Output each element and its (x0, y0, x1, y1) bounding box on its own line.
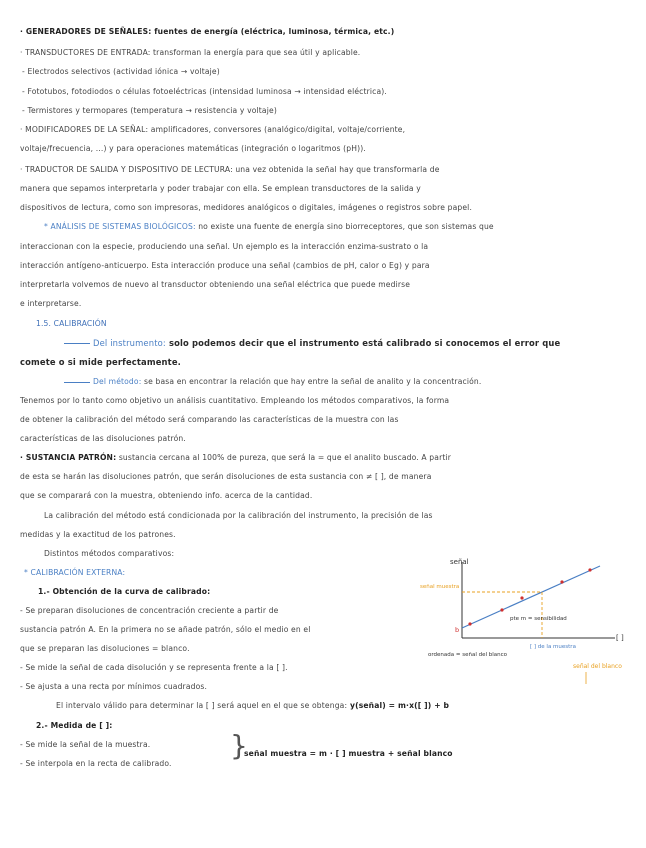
line-traductor: · TRADUCTOR DE SALIDA Y DISPOSITIVO DE LECTURA: una vez obtenida la señal hay que transformarla de (20, 165, 440, 174)
data-point (588, 568, 591, 571)
line-voltaje: voltaje/frecuencia, ...) y para operaciones matemáticas (integración o logaritmos (pH)). (20, 144, 366, 153)
line-instrumento: solo podemos decir que el instrumento está calibrado si conocemos el error que (165, 338, 561, 348)
data-point (500, 608, 503, 611)
data-point (468, 622, 471, 625)
line-distintos: Distintos métodos comparativos: (44, 549, 175, 558)
line-termistores: - Termistores y termopares (temperatura → resistencia y voltaje) (22, 106, 277, 115)
signal-sample-label: señal muestra (420, 584, 460, 590)
line-manera: manera que sepamos interpretarla y poder trabajar con ella. Se emplean transductores de la salida y (20, 184, 421, 193)
y-axis-label: señal (450, 558, 469, 566)
section-calibracion: 1.5. CALIBRACIÓN (36, 319, 107, 328)
line-preparan: - Se preparan disoluciones de concentración creciente a partir de (20, 606, 279, 615)
line-sustancia: sustancia cercana al 100% de pureza, que será la = que el analito buscado. A partir (116, 453, 452, 462)
line-ajusta: - Se ajusta a una recta por mínimos cuadrados. (20, 682, 208, 691)
equation-muestra: señal muestra = m · [ ] muestra + señal blanco (244, 749, 453, 758)
line-mide-senal: - Se mide la señal de la muestra. (20, 740, 151, 749)
sample-conc-label: [ ] de la muestra (530, 644, 576, 650)
heading-sistemas-biologicos: * ANÁLISIS DE SISTEMAS BIOLÓGICOS: (44, 222, 196, 231)
calibration-graph (410, 548, 640, 688)
slope-label: pte m = sensibilidad (510, 616, 567, 622)
line-interpola: - Se interpola en la recta de calibrado. (20, 759, 172, 768)
subheading-instrumento: Del instrumento: (93, 338, 166, 348)
line-de-esta: de esta se harán las disoluciones patrón, que serán disoluciones de esta sustancia con ≠ [ ], de manera (20, 472, 432, 481)
b-label: b (455, 626, 460, 634)
line-transductores: · TRANSDUCTORES DE ENTRADA: transforman la energía para que sea útil y aplicable. (20, 48, 361, 57)
line-comete: comete o si mide perfectamente. (20, 357, 181, 367)
line-sustancia-patron-a: sustancia patrón A. En la primera no se añade patrón, sólo el medio en el (20, 625, 311, 634)
line-dispositivos: dispositivos de lectura, como son impresoras, medidores analógicos o digitales, imágenes o registros sobre papel. (20, 203, 473, 212)
line-intervalo: El intervalo válido para determinar la [ ] será aquel en el que se obtenga: (56, 701, 348, 710)
line-medidas: medidas y la exactitud de los patrones. (20, 530, 176, 539)
x-axis-label: [ ] (616, 634, 624, 642)
line-biologicos: no existe una fuente de energía sino biorreceptores, que son sistemas que (195, 222, 494, 231)
brace: } (230, 729, 248, 762)
line-fototubos: - Fototubos, fotodiodos o células fotoeléctricas (intensidad luminosa → intensidad eléctrica). (22, 87, 387, 96)
line-blanco: que se preparan las disoluciones = blanco. (20, 644, 190, 653)
heading-calibracion-externa: * CALIBRACIÓN EXTERNA: (24, 568, 126, 577)
line-interaccionan: interaccionan con la especie, produciendo una señal. Un ejemplo es la interacción enzima-sustrato o la (20, 242, 429, 251)
arrow-line (64, 382, 90, 383)
line-obtener: de obtener la calibración del método será comparando las características de la muestra con las (20, 415, 399, 424)
line-antigeno: interacción antígeno-anticuerpo. Esta interacción produce una señal (cambios de pH, calor o Eg) y para (20, 261, 430, 270)
line-interpretarse: e interpretarse. (20, 299, 82, 308)
line-comparara: que se comparará con la muestra, obteniendo info. acerca de la cantidad. (20, 491, 313, 500)
line-mide: - Se mide la señal de cada disolución y se representa frente a la [ ]. (20, 663, 288, 672)
line-metodo: se basa en encontrar la relación que hay entre la señal de analito y la concentración. (141, 377, 482, 386)
subheading-metodo: Del método: (93, 377, 142, 386)
heading-medida: 2.- Medida de [ ]: (36, 721, 113, 730)
line-electrodos: - Electrodos selectivos (actividad iónica → voltaje) (22, 67, 220, 76)
line-calibracion-metodo: La calibración del método está condicionada por la calibración del instrumento, la precisión de las (44, 511, 433, 520)
arrow-line (64, 343, 90, 344)
line-generadores: · GENERADORES DE SEÑALES: fuentes de energía (eléctrica, luminosa, térmica, etc.) (20, 27, 395, 36)
equation-recta: y(señal) = m·x([ ]) + b (347, 701, 450, 710)
line-modificadores: · MODIFICADORES DE LA SEÑAL: amplificadores, conversores (analógico/digital, voltaje/corriente, (20, 125, 406, 134)
intercept-label: ordenada = señal del blanco (428, 652, 508, 658)
heading-sustancia-patron: · SUSTANCIA PATRÓN: (20, 453, 117, 462)
line-tenemos: Tenemos por lo tanto como objetivo un análisis cuantitativo. Empleando los métodos comparativos, la forma (20, 396, 450, 405)
data-point (560, 580, 563, 583)
line-interpretarla: interpretarla volvemos de nuevo al transductor obteniendo una señal eléctrica que puede medirse (20, 280, 411, 289)
heading-obtencion-curva: 1.- Obtención de la curva de calibrado: (38, 587, 211, 596)
data-point (520, 596, 523, 599)
line-caracteristicas: características de las disoluciones patrón. (20, 434, 186, 443)
blank-note: señal del blanco (573, 663, 622, 670)
